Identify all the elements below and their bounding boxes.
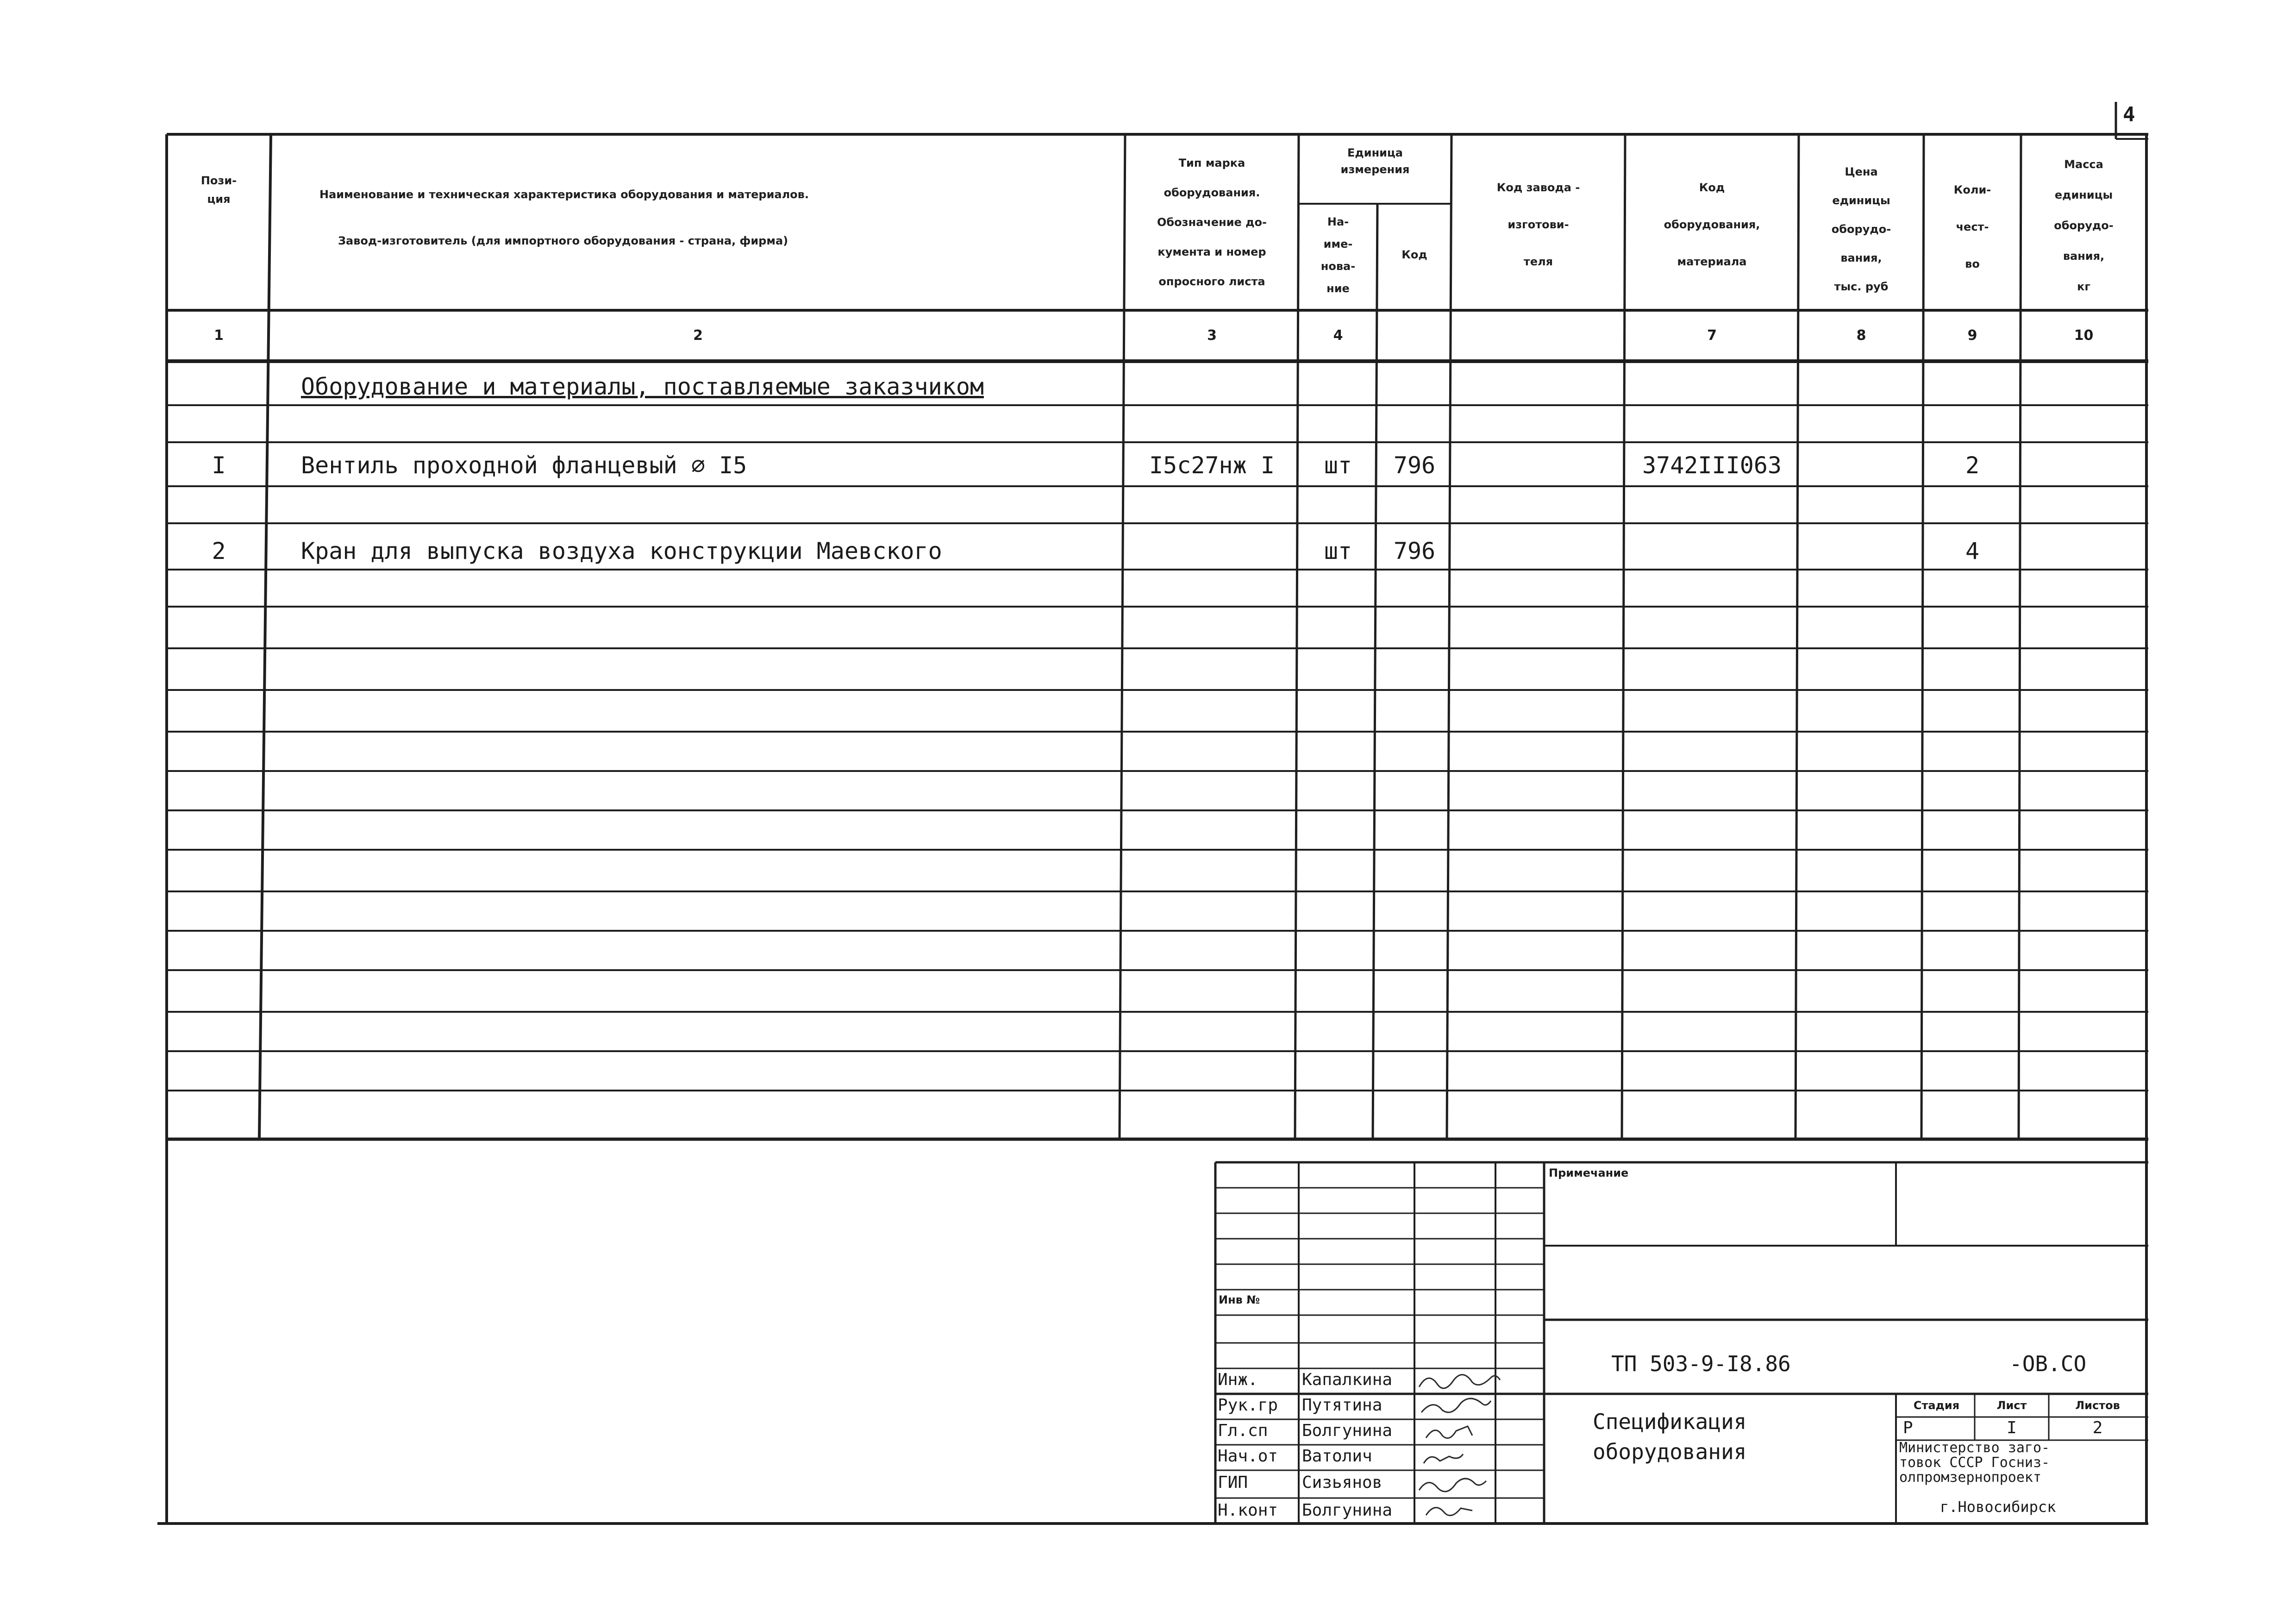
column-number: 8 xyxy=(1856,327,1866,344)
column-number: 3 xyxy=(1207,327,1217,344)
staff-name: Сизьянов xyxy=(1302,1473,1383,1492)
row-position: I xyxy=(212,452,226,479)
staff-name: Путятина xyxy=(1302,1396,1383,1415)
header-position: Пози- ция xyxy=(200,174,237,206)
sheets-label: Листов xyxy=(2075,1399,2120,1412)
staff-name: Болгунина xyxy=(1302,1501,1393,1520)
document-title-line2: оборудования xyxy=(1593,1439,1747,1464)
column-number: 2 xyxy=(693,327,703,344)
row-name: Вентиль проходной фланцевый ∅ I5 xyxy=(301,452,747,479)
row-equipment-code: 3742III063 xyxy=(1642,452,1782,479)
document-suffix: -ОВ.СО xyxy=(2009,1351,2087,1376)
page-number: 4 xyxy=(2123,103,2135,126)
document-code: ТП 503-9-I8.86 xyxy=(1611,1351,1791,1376)
staff-role: Н.конт xyxy=(1218,1501,1278,1520)
staff-name: Болгунина xyxy=(1302,1421,1393,1440)
row-type: I5с27нж I xyxy=(1149,452,1275,479)
column-number: 4 xyxy=(1333,327,1343,344)
staff-role: ГИП xyxy=(1218,1473,1248,1492)
row-quantity: 4 xyxy=(1965,538,1980,564)
staff-role: Нач.от xyxy=(1218,1447,1278,1466)
staff-role: Гл.сп xyxy=(1218,1421,1268,1440)
staff-role: Инж. xyxy=(1218,1370,1258,1389)
row-name: Кран для выпуска воздуха конструкции Маевского xyxy=(301,538,942,564)
row-position: 2 xyxy=(212,538,226,564)
stage-label: Стадия xyxy=(1913,1399,1960,1412)
row-unit-name: шт xyxy=(1324,452,1352,479)
row-unit-code: 796 xyxy=(1393,452,1436,479)
organization-line3: олпромзернопроект xyxy=(1899,1469,2042,1486)
document-title-line1: Спецификация xyxy=(1593,1409,1747,1434)
column-number: 9 xyxy=(1967,327,1977,344)
column-number: 10 xyxy=(2074,327,2094,344)
sheet-value: I xyxy=(2007,1418,2017,1437)
row-unit-name: шт xyxy=(1324,538,1352,564)
header-quantity: Коли- чест- во xyxy=(1953,183,1991,270)
note-label: Примечание xyxy=(1549,1166,1629,1179)
header-unit-code: Код xyxy=(1401,248,1427,261)
staff-role: Рук.гр xyxy=(1218,1396,1278,1415)
header-unit-group: Единица измерения xyxy=(1340,146,1410,176)
header-price: Цена единицы оборудо- вания, тыс. руб xyxy=(1831,165,1891,293)
header-equipment-code: Код оборудования, материала xyxy=(1664,181,1760,268)
header-name-line1: Наименование и техническая характеристика оборудования и материалов. xyxy=(319,188,809,201)
organization-line2: товок СССР Госниз- xyxy=(1899,1455,2050,1471)
organization-line1: Министерство заго- xyxy=(1899,1440,2050,1456)
header-name-line2: Завод-изготовитель (для импортного оборудования - страна, фирма) xyxy=(338,234,788,247)
column-number: 7 xyxy=(1707,327,1717,344)
header-type: Тип марка оборудования. Обозначение до- кумента и номер опросного листа xyxy=(1157,157,1267,288)
header-maker-code: Код завода - изготови- теля xyxy=(1496,181,1580,268)
header-unit-name: На- име- нова- ние xyxy=(1320,215,1356,295)
section-title: Оборудование и материалы, поставляемые заказчиком xyxy=(301,373,984,400)
sheet-label: Лист xyxy=(1996,1399,2027,1412)
inventory-label: Инв № xyxy=(1219,1293,1260,1306)
row-quantity: 2 xyxy=(1965,452,1980,479)
header-mass: Масса единицы оборудо- вания, кг xyxy=(2054,158,2114,293)
column-number: 1 xyxy=(214,327,224,344)
organization-line4: г.Новосибирск xyxy=(1940,1498,2056,1516)
stage-value: Р xyxy=(1903,1418,1913,1437)
sheets-value: 2 xyxy=(2092,1418,2103,1437)
staff-name: Ватолич xyxy=(1302,1447,1372,1466)
staff-name: Капалкина xyxy=(1302,1370,1393,1389)
row-unit-code: 796 xyxy=(1393,538,1436,564)
